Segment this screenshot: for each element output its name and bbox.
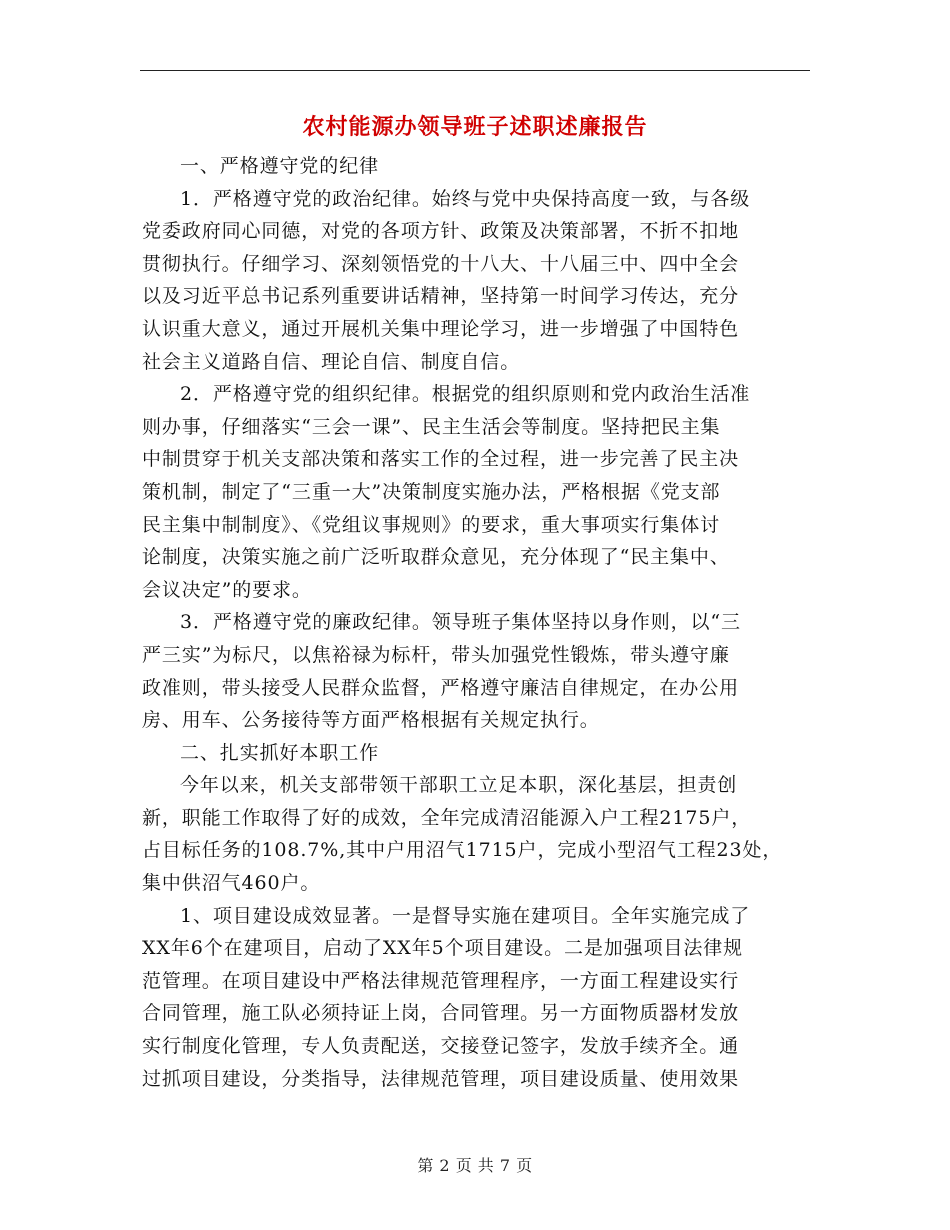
text-line: 以及习近平总书记系列重要讲话精神，坚持第一时间学习传达，充分 xyxy=(142,285,740,308)
text-line: 党委政府同心同德，对党的各项方针、政策及决策部署，不折不扣地 xyxy=(142,220,740,243)
text-line: 策机制，制定了“三重一大”决策制度实施办法，严格根据《党支部 xyxy=(142,480,721,503)
text-line: 中制贯穿于机关支部决策和落实工作的全过程，进一步完善了民主决 xyxy=(142,448,740,471)
text-line: 范管理。在项目建设中严格法律规范管理程序，一方面工程建设实行 xyxy=(142,969,740,992)
page-number: 第 2 页 共 7 页 xyxy=(417,1156,533,1175)
text-line: XX年6个在建项目，启动了XX年5个项目建设。二是加强项目法律规 xyxy=(142,937,744,960)
text-line: 二、扎实抓好本职工作 xyxy=(180,741,380,764)
text-line: 2．严格遵守党的组织纪律。根据党的组织原则和党内政治生活准 xyxy=(180,383,751,406)
text-line: 严三实”为标尺，以焦裕禄为标杆，带头加强党性锻炼，带头遵守廉 xyxy=(142,643,730,666)
text-line: 认识重大意义，通过开展机关集中理论学习，进一步增强了中国特色 xyxy=(142,317,740,340)
document-title: 农村能源办领导班子述职述廉报告 xyxy=(302,114,648,140)
text-line: 集中供沼气460户。 xyxy=(142,872,321,895)
text-line: 会议决定”的要求。 xyxy=(142,578,312,601)
text-line: 1、项目建设成效显著。一是督导实施在建项目。全年实施完成了 xyxy=(180,904,751,927)
text-line: 新，职能工作取得了好的成效，全年完成清沼能源入户工程2175户， xyxy=(142,806,752,829)
text-line: 社会主义道路自信、理论自信、制度自信。 xyxy=(142,350,521,373)
text-line: 过抓项目建设，分类指导，法律规范管理，项目建设质量、使用效果 xyxy=(142,1067,740,1090)
text-line: 则办事，仔细落实“三会一课”、民主生活会等制度。坚持把民主集 xyxy=(142,415,721,438)
text-line: 政准则，带头接受人民群众监督，严格遵守廉洁自律规定，在办公用 xyxy=(142,676,740,699)
text-line: 贯彻执行。仔细学习、深刻领悟党的十八大、十八届三中、四中全会 xyxy=(142,252,740,275)
document-body xyxy=(142,150,812,1095)
header-rule xyxy=(140,70,810,71)
text-line: 房、用车、公务接待等方面严格根据有关规定执行。 xyxy=(142,709,600,732)
text-line: 论制度，决策实施之前广泛听取群众意见，充分体现了“民主集中、 xyxy=(142,546,730,569)
text-line: 占目标任务的108.7%,其中户用沼气1715户，完成小型沼气工程23处， xyxy=(142,839,783,862)
text-line: 一、严格遵守党的纪律 xyxy=(180,155,380,177)
text-line: 合同管理，施工队必须持证上岗，合同管理。另一方面物质器材发放 xyxy=(142,1002,740,1025)
text-line: 今年以来，机关支部带领干部职工立足本职，深化基层，担责创 xyxy=(180,774,738,797)
text-line: 1．严格遵守党的政治纪律。始终与党中央保持高度一致，与各级 xyxy=(180,187,751,210)
text-line: 3．严格遵守党的廉政纪律。领导班子集体坚持以身作则，以“三 xyxy=(180,611,741,634)
text-line: 实行制度化管理，专人负责配送，交接登记签字，发放手续齐全。通 xyxy=(142,1035,740,1058)
text-line: 民主集中制制度》、《党组议事规则》的要求，重大事项实行集体讨 xyxy=(142,513,721,536)
